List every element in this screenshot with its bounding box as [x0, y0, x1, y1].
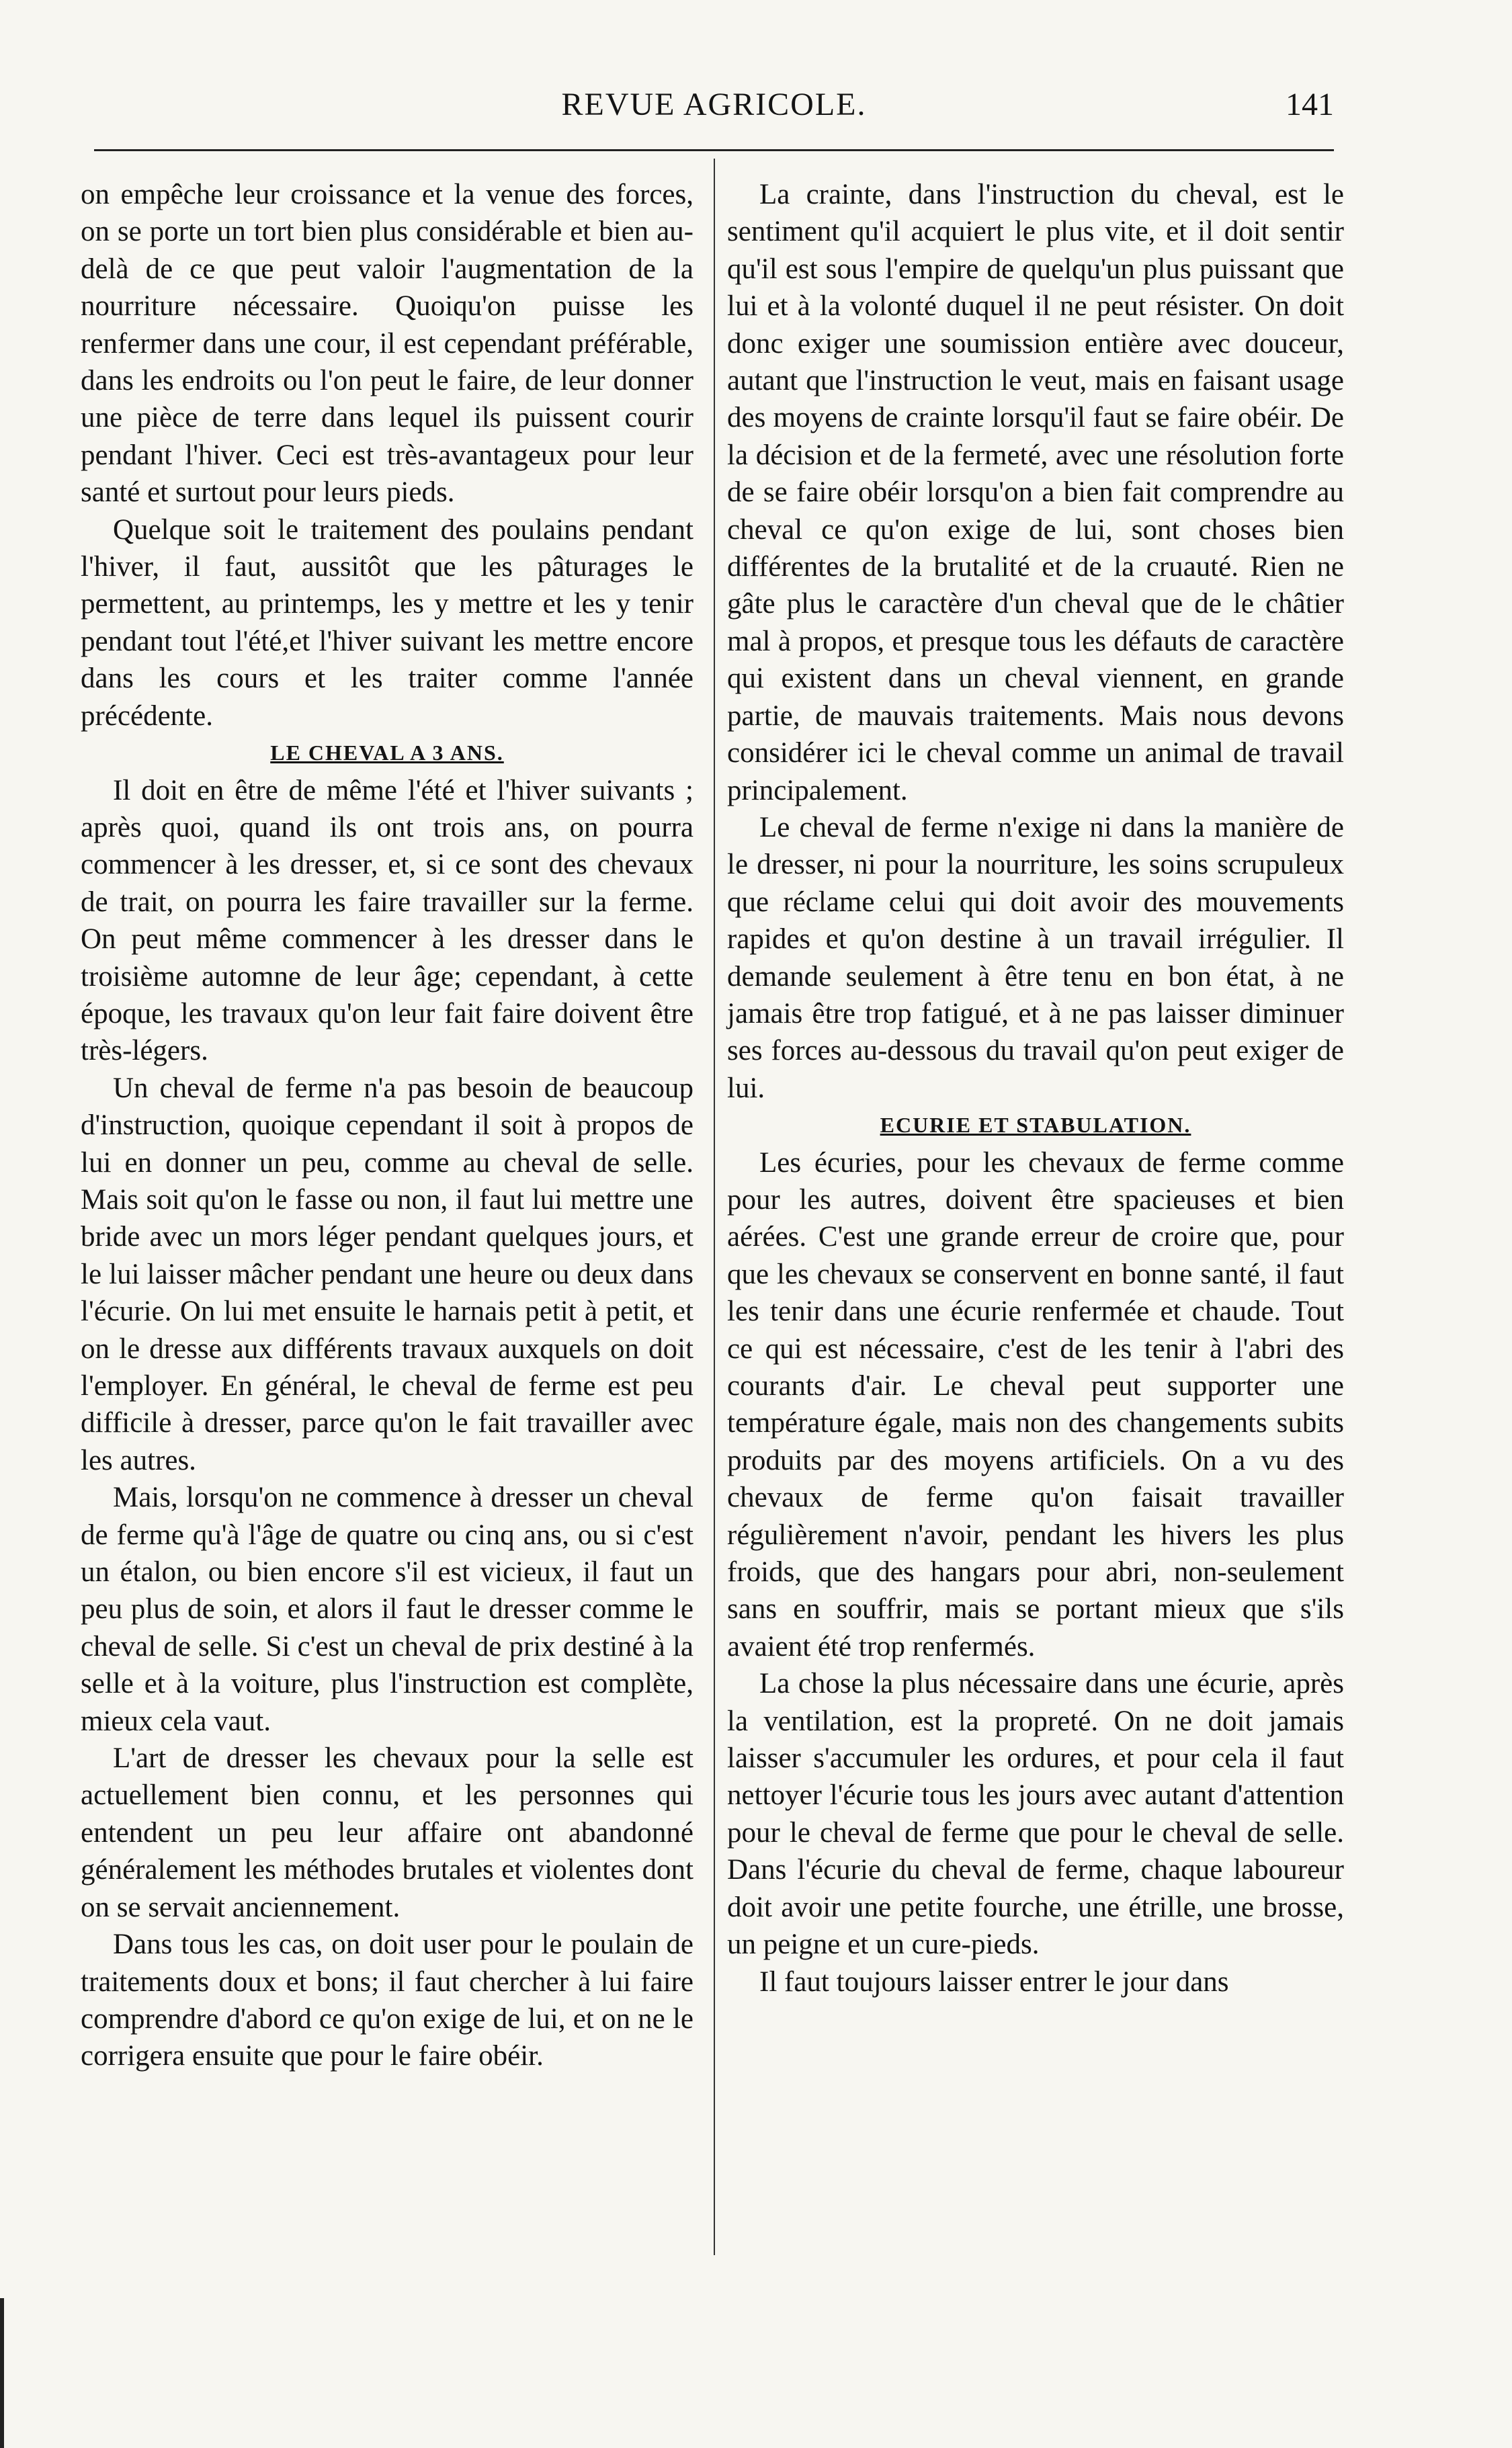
running-title: REVUE AGRICOLE. — [561, 87, 867, 122]
section-heading-ecurie: ECURIE ET STABULATION. — [880, 1113, 1191, 1138]
right-column — [727, 176, 1344, 2000]
left-paragraph-4: Un cheval de ferme n'a pas besoin de beaucoup d'instruction, quoique cependant il soit à propos de lui en donner un peu, comme au cheval de selle. Mais soit qu'on le fasse ou non, il faut lui mettre une bride avec un mors léger pendant quelques jours, et le lui laisser mâcher pendant une heure ou deux dans l'écurie. On lui met ensuite le harnais petit à petit, et on le dresse aux différents travaux auxquels on doit l'employer. En général, le cheval de ferme est peu difficile à dresser, parce qu'on le fait travailler avec les autres. — [81, 1072, 694, 1476]
right-paragraph-4: La chose la plus nécessaire dans une écurie, après la ventilation, est la propreté. On ne doit jamais laisser s'accumuler les ordures, et pour cela il faut nettoyer l'écurie tous les jours avec autant d'attention pour le cheval de ferme que pour le cheval de selle. Dans l'écurie du cheval de ferme, chaque laboureur doit avoir une petite fourche, une étrille, une brosse, un peigne et un cure-pieds. — [727, 1668, 1344, 1961]
column-divider — [714, 159, 715, 2255]
left-paragraph-7: Dans tous les cas, on doit user pour le poulain de traitements doux et bons; il faut chercher à lui faire comprendre d'abord ce qu'on exige de lui, et on ne le corrigera ensuite que pour le faire obéir. — [81, 1929, 694, 2072]
right-paragraph-3: Les écuries, pour les chevaux de ferme comme pour les autres, doivent être spacieuses et bien aérées. C'est une grande erreur de croire que, pour que les chevaux se conservent en bonne santé, il faut les tenir dans une écurie renfermée et chaude. Tout ce qui est nécessaire, c'est de les tenir à l'abri des courants d'air. Le cheval peut supporter une température égale, mais non des changements subits produits par des moyens artificiels. On a vu des chevaux de ferme qu'on faisait travailler régulièrement n'avoir, pendant les hivers les plus froids, que des hangars pour abri, non-seulement sans en souffrir, mais se portant mieux que s'ils avaient été trop renfermés. — [727, 1146, 1344, 1662]
right-paragraph-5: Il faut toujours laisser entrer le jour dans — [759, 1966, 1229, 1998]
left-paragraph-6: L'art de dresser les chevaux pour la selle est actuellement bien connu, et les personnes qui entendent un peu leur affaire ont abandonné généralement les méthodes brutales et violentes dont on se servait anciennement. — [81, 1742, 694, 1923]
left-paragraph-3: Il doit en être de même l'été et l'hiver suivants ; après quoi, quand ils ont trois ans, on pourra commencer à les dresser, et, si ce sont des chevaux de trait, on pourra les faire travailler sur la ferme. On peut même commencer à les dresser dans le troisième automne de leur âge; cependant, à cette époque, les travaux qu'on leur fait faire doivent être très-légers. — [81, 774, 694, 1067]
left-column — [81, 176, 694, 2075]
right-paragraph-2: Le cheval de ferme n'exige ni dans la manière de le dresser, ni pour la nourriture, les soins scrupuleux que réclame celui qui doit avoir des mouvements rapides et qu'on destine à un travail irrégulier. Il demande seulement à être tenu en bon état, à ne jamais être trop fatigué, et à ne pas laisser diminuer ses forces au-dessous du travail qu'on peut exiger de lui. — [727, 811, 1344, 1104]
page-number: 141 — [1286, 87, 1334, 122]
section-heading-cheval-3-ans: LE CHEVAL A 3 ANS. — [270, 741, 504, 765]
page-header — [94, 86, 1334, 133]
left-paragraph-1: on empêche leur croissance et la venue des forces, on se porte un tort bien plus considérable et bien au-delà de ce que peut valoir l'augmentation de la nourriture nécessaire. Quoiqu'on puisse les renfermer dans une cour, il est cependant préférable, dans les endroits ou l'on peut le faire, de leur donner une pièce de terre dans lequel ils puissent courir pendant l'hiver. Ceci est très-avantageux pour leur santé et surtout pour leurs pieds. — [81, 179, 694, 509]
header-rule — [94, 149, 1334, 151]
page-edge-mark — [0, 2298, 4, 2448]
left-paragraph-2: Quelque soit le traitement des poulains pendant l'hiver, il faut, aussitôt que les pâturages le permettent, au printemps, les y mettre et les y tenir pendant tout l'été,et l'hiver suivant les mettre encore dans les cours et les traiter comme l'année précédente. — [81, 513, 694, 732]
right-paragraph-1: La crainte, dans l'instruction du cheval, est le sentiment qu'il acquiert le plus vite, et il doit sentir qu'il est sous l'empire de quelqu'un plus puissant que lui et à la volonté duquel il ne peut résister. On doit donc exiger une soumission entière avec douceur, autant que l'instruction le veut, mais en faisant usage des moyens de crainte lorsqu'il faut se faire obéir. De la décision et de la fermeté, avec une résolution forte de se faire obéir lorsqu'on a bien fait comprendre au cheval ce qu'on exige de lui, sont choses bien différentes de la brutalité et de la cruauté. Rien ne gâte plus le caractère d'un cheval que de le châtier mal à propos, et presque tous les défauts de caractère qui existent dans un cheval viennent, en grande partie, de mauvais traitements. Mais nous devons considérer ici le cheval comme un animal de travail principalement. — [727, 179, 1344, 806]
left-paragraph-5: Mais, lorsqu'on ne commence à dresser un cheval de ferme qu'à l'âge de quatre ou cinq ans, ou si c'est un étalon, ou bien encore s'il est vicieux, il faut un peu plus de soin, et alors il faut le dresser comme le cheval de selle. Si c'est un cheval de prix destiné à la selle et à la voiture, plus l'instruction est complète, mieux cela vaut. — [81, 1482, 694, 1737]
